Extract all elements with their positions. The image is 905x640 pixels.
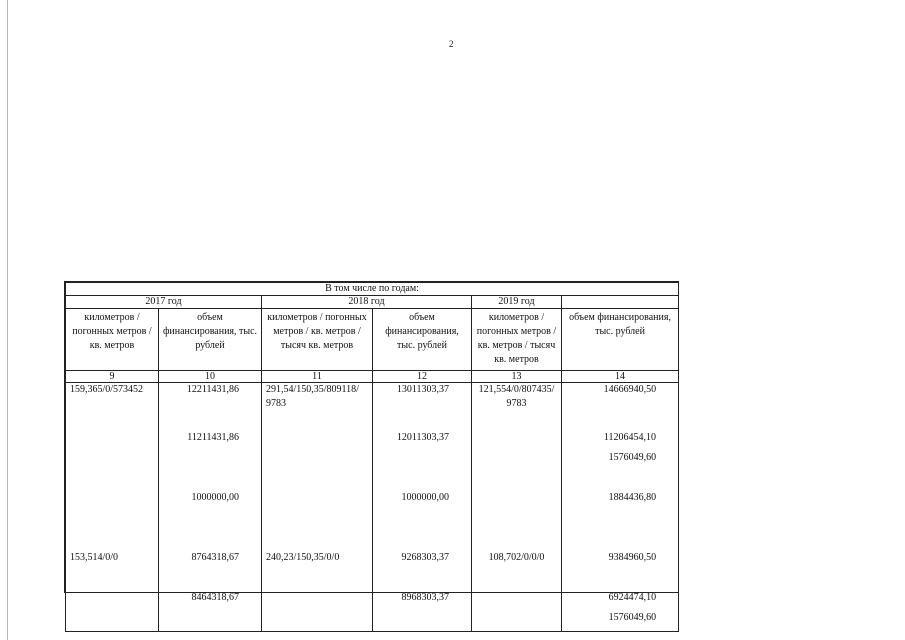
table-cell: 1576049,60: [562, 611, 679, 632]
table-cell: [472, 531, 562, 551]
table-cell: [472, 431, 562, 451]
table-cell: 12011303,37: [373, 431, 472, 451]
table-cell: 291,54/150,35/809118/ 9783: [262, 383, 373, 412]
table-cell: [262, 511, 373, 531]
column-header: объем финансирования, тыс. рублей: [159, 309, 262, 371]
table-cell: [562, 531, 679, 551]
column-number: 13: [472, 371, 562, 383]
table-row: [66, 411, 679, 431]
table-cell: 159,365/0/573452: [66, 383, 159, 412]
year-2019-header: 2019 год: [472, 296, 562, 309]
table-row: [66, 531, 679, 551]
column-headers: [66, 309, 679, 371]
table-cell: [472, 611, 562, 632]
table-cell: [562, 571, 679, 591]
table-cell: [373, 571, 472, 591]
table-cell: [472, 571, 562, 591]
table-cell: [262, 571, 373, 591]
table-row: [66, 451, 679, 471]
table-cell: [262, 611, 373, 632]
table-cell: [159, 451, 262, 471]
table-cell: [66, 451, 159, 471]
year-2017-header: 2017 год: [66, 296, 262, 309]
table-cell: 11206454,10: [562, 431, 679, 451]
table-cell: [262, 471, 373, 491]
table-cell: 8464318,67: [159, 591, 262, 611]
table-row: [66, 551, 679, 571]
column-header: километров / погонных метров / кв. метров: [66, 309, 159, 371]
year-empty-header: [562, 296, 679, 309]
table-cell: 121,554/0/807435/ 9783: [472, 383, 562, 412]
table-cell: [159, 471, 262, 491]
table-cell: 9268303,37: [373, 551, 472, 571]
table-cell: [472, 471, 562, 491]
year-2018-header: 2018 год: [262, 296, 472, 309]
table-cell: [159, 411, 262, 431]
table-row: [66, 431, 679, 451]
table-cell: [262, 451, 373, 471]
table-cell: [262, 431, 373, 451]
table-cell: [262, 491, 373, 511]
table-cell: [472, 411, 562, 431]
table-cell: 11211431,86: [159, 431, 262, 451]
table-cell: 1884436,80: [562, 491, 679, 511]
table-cell: [373, 511, 472, 531]
column-header: километров / погонных метров / кв. метров / тысяч кв. метров: [472, 309, 562, 371]
table-cell: [472, 591, 562, 611]
column-number: 9: [66, 371, 159, 383]
column-number: 11: [262, 371, 373, 383]
table-cell: 1000000,00: [159, 491, 262, 511]
table-cell: [66, 571, 159, 591]
column-number-row: [66, 371, 679, 383]
table-row: [66, 491, 679, 511]
column-number: 14: [562, 371, 679, 383]
table-cell: [373, 611, 472, 632]
page-number: 2: [449, 39, 454, 49]
page-left-edge: [7, 0, 8, 640]
table-cell: [66, 431, 159, 451]
table-cell: 240,23/150,35/0/0: [262, 551, 373, 571]
table-cell: 13011303,37: [373, 383, 472, 412]
table-cell: [262, 591, 373, 611]
table-cell: 14666940,50: [562, 383, 679, 412]
table-cell: [66, 471, 159, 491]
table-cell: 8764318,67: [159, 551, 262, 571]
table-cell: 6924474,10: [562, 591, 679, 611]
table-row: [66, 511, 679, 531]
table-cell: [472, 491, 562, 511]
table-cell: [66, 491, 159, 511]
table-cell: [159, 611, 262, 632]
table-cell: [66, 611, 159, 632]
table-title: В том числе по годам:: [66, 283, 679, 296]
table-row: [66, 571, 679, 591]
table-cell: [159, 531, 262, 551]
table-cell: [373, 451, 472, 471]
table-cell: [262, 411, 373, 431]
table-cell: 12211431,86: [159, 383, 262, 412]
table-cell: [262, 531, 373, 551]
table-cell: [373, 411, 472, 431]
table-cell: [159, 511, 262, 531]
table-cell: [66, 531, 159, 551]
table-row: [66, 383, 679, 412]
table-cell: [373, 531, 472, 551]
table-cell: [66, 511, 159, 531]
column-header: объем финансирования, тыс. рублей: [562, 309, 679, 371]
table-cell: [66, 411, 159, 431]
column-header: объем финансирования, тыс. рублей: [373, 309, 472, 371]
table-cell: 8968303,37: [373, 591, 472, 611]
table-row: [66, 611, 679, 632]
table-cell: 1576049,60: [562, 451, 679, 471]
financing-table: [64, 281, 679, 623]
table-cell: 108,702/0/0/0: [472, 551, 562, 571]
table-cell: [562, 511, 679, 531]
table-row: [66, 471, 679, 491]
table-cell: 153,514/0/0: [66, 551, 159, 571]
table-cell: [373, 471, 472, 491]
table-cell: [562, 471, 679, 491]
table-cell: [562, 411, 679, 431]
table-cell: [472, 511, 562, 531]
column-header: километров / погонных метров / кв. метров / тысяч кв. метров: [262, 309, 373, 371]
table-row: [66, 591, 679, 611]
table-cell: 9384960,50: [562, 551, 679, 571]
column-number: 10: [159, 371, 262, 383]
table-cell: [472, 451, 562, 471]
table-cell: [159, 571, 262, 591]
column-number: 12: [373, 371, 472, 383]
table-cell: [66, 591, 159, 611]
table-cell: 1000000,00: [373, 491, 472, 511]
